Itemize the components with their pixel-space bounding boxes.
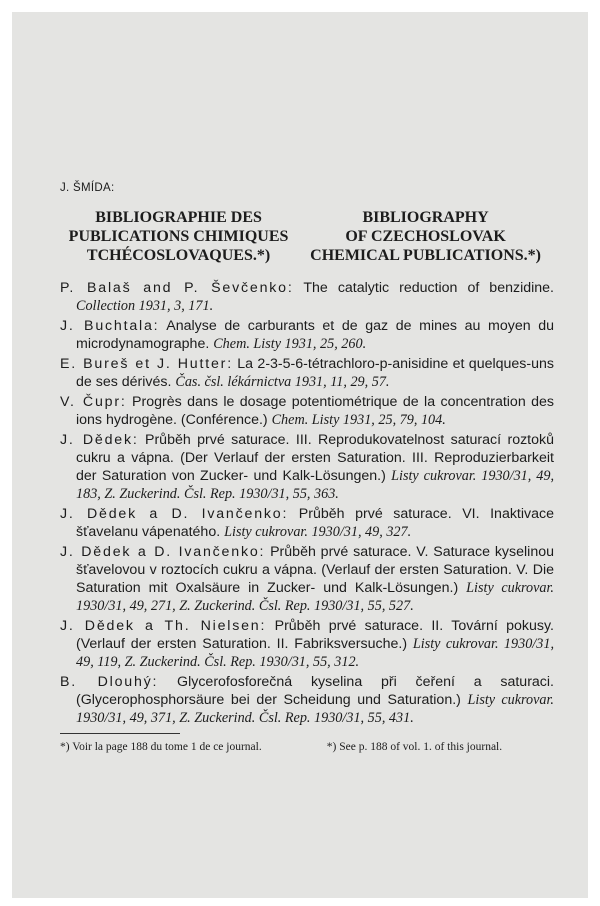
bibliography-entry (60, 543, 554, 615)
entry-citation: Listy cukrovar. 1930/31, 49, 327. (224, 524, 412, 540)
bibliography-entry (60, 279, 554, 315)
title-english-line: OF CZECHOSLOVAK (345, 228, 506, 245)
entry-title: Průběh prvé saturace. II. Tovární pokusy. (Verlauf der ersten Saturation. II. Fabriksversuche.) (76, 618, 554, 652)
title-french (60, 208, 297, 265)
footnote-french: *) Voir la page 188 du tome 1 de ce journal. (60, 741, 262, 753)
entry-title: Průběh prvé saturace. III. Reprodukovatelnost saturací roztoků cukru a vápna. (Der Verlauf der ersten Saturation. III. Reproduzierbarkeit der Saturation von Zucker- und Kalk-Lösungen.) (76, 432, 554, 484)
entry-author: B. Dlouhý: (60, 674, 159, 690)
title-english-line: BIBLIOGRAPHY (362, 209, 489, 226)
entry-title: Průběh prvé saturace. VI. Inaktivace šťavelanu vápenatého. (76, 506, 554, 540)
entry-title: Analyse de carburants et de gaz de mines au moyen du microdynamographe. (76, 318, 555, 352)
bibliography-entry (60, 355, 554, 391)
bibliography-list (60, 279, 554, 727)
entry-title: Progrès dans le dosage potentiométrique de la concentration des ions hydrogène. (Conférence.) (76, 394, 554, 428)
entry-citation: Listy cukrovar. 1930/31, 49, 183, Z. Zuckerind. Čsl. Rep. 1930/31, 55, 363. (76, 468, 554, 502)
footnote-divider (60, 733, 180, 734)
bibliography-entry (60, 617, 554, 671)
bibliography-entry (60, 673, 554, 727)
title-french-line: PUBLICATIONS CHIMIQUES (68, 228, 289, 245)
title-french-line: TCHÉCOSLOVAQUES.*) (86, 247, 271, 264)
entry-citation: Chem. Listy 1931, 25, 260. (213, 336, 367, 352)
entry-author: P. Balaš and P. Ševčenko: (60, 280, 294, 296)
entry-author: J. Dědek a D. Ivančenko: (60, 506, 289, 522)
footnote-english: *) See p. 188 of vol. 1. of this journal. (326, 741, 503, 753)
entry-citation: Chem. Listy 1931, 25, 79, 104. (271, 412, 446, 428)
entry-title: Glycerofosforečná kyselina při čeření a saturaci. (Glycerophosphorsäure bei der Scheidung und Saturation.) (76, 674, 554, 708)
footnotes (60, 740, 554, 755)
entry-title: La 2-3-5-6-tétrachloro-p-anisidine et quelques-uns de ses dérivés. (76, 356, 554, 390)
title-english (297, 208, 554, 265)
entry-citation: Listy cukrovar. 1930/31, 49, 271, Z. Zuckerind. Čsl. Rep. 1930/31, 55, 527. (76, 580, 554, 614)
section-titles (60, 208, 554, 265)
entry-author: J. Dědek a D. Ivančenko: (60, 544, 266, 560)
bibliography-entry (60, 317, 554, 353)
page-content (60, 170, 554, 755)
entry-citation: Listy cukrovar. 1930/31, 49, 371, Z. Zuckerind. Čsl. Rep. 1930/31, 55, 431. (76, 692, 554, 726)
entry-author: E. Bureš et J. Hutter: (60, 356, 233, 372)
entry-author: J. Buchtala: (60, 318, 160, 334)
title-french-line: BIBLIOGRAPHIE DES (95, 209, 262, 226)
compiler-name: J. ŠMÍDA: (60, 182, 115, 194)
title-english-line: CHEMICAL PUBLICATIONS.*) (310, 247, 541, 264)
entry-citation: Collection 1931, 3, 171. (76, 298, 214, 314)
entry-citation: Listy cukrovar. 1930/31, 49, 119, Z. Zuckerind. Čsl. Rep. 1930/31, 55, 312. (76, 636, 554, 670)
bibliography-entry (60, 393, 554, 429)
entry-author: J. Dědek: (60, 432, 139, 448)
entry-citation: Čas. čsl. lékárnictva 1931, 11, 29, 57. (175, 374, 390, 390)
entry-title: The catalytic reduction of benzidine. (293, 280, 554, 296)
bibliography-entry (60, 431, 554, 503)
bibliography-entry (60, 505, 554, 541)
entry-title: Průběh prvé saturace. V. Saturace kyselinou šťavelovou v roztocích cukru a vápna. (Verlauf der ersten Saturation. V. Die Saturation mit Oxalsäure in Zucker- und Kalk-Lösungen.) (76, 544, 554, 596)
entry-author: J. Dědek a Th. Nielsen: (60, 618, 267, 634)
entry-author: V. Čupr: (60, 394, 127, 410)
